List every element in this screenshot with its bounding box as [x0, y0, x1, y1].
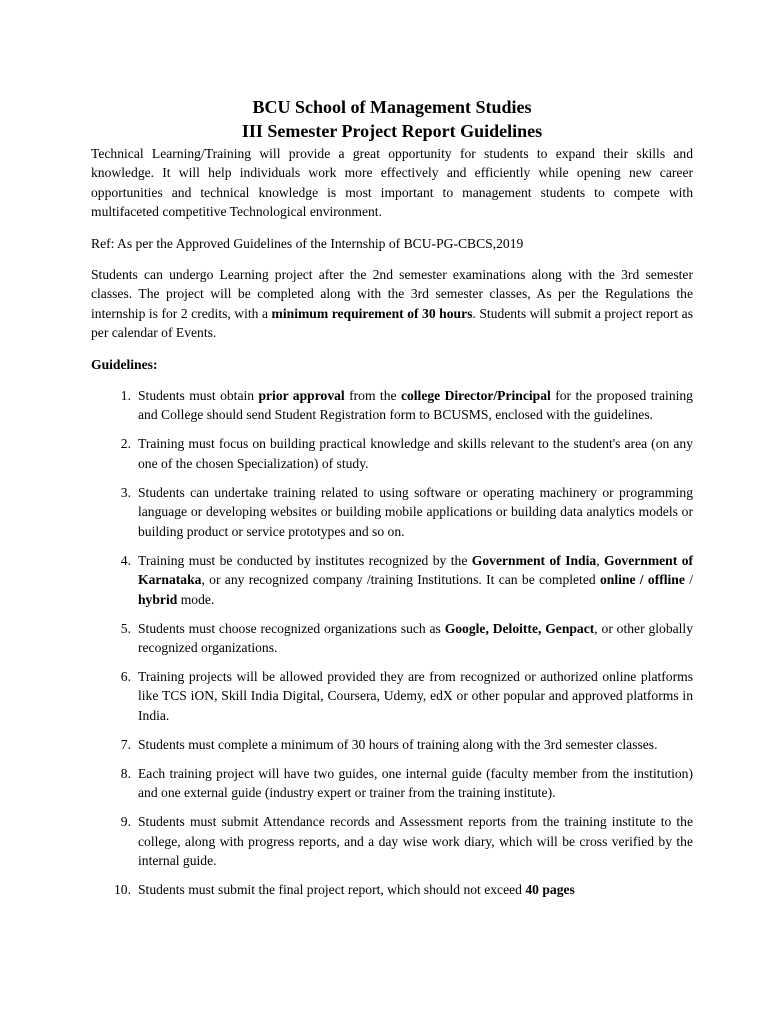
item-text: Students must choose recognized organizations such as [138, 620, 445, 636]
item-bold: college Director/Principal [400, 388, 551, 404]
item-text: Students must submit Attendance records and Assessment reports from the training institute to the college, along with progress reports, and a day wise work diary, which will be cross verified by the internal guide. [138, 814, 693, 868]
item-bold: Government of Karnataka [138, 552, 694, 588]
document-title [91, 95, 693, 143]
item-text: Students must submit the final project report, which should not exceed [138, 881, 526, 897]
intro-paragraph: Technical Learning/Training will provide a great opportunity for students to expand their skills and knowledge. It will help individuals work more effectively and efficiently while opening new career opportunities and technical knowledge is most important to management students to compete with multifaceted competitive Technological environment. [91, 146, 693, 220]
item-text: mode. [177, 591, 215, 607]
guideline-item-8 [91, 764, 693, 803]
item-number: 5. [120, 620, 131, 636]
reference-line: Ref: As per the Approved Guidelines of the Internship of BCU-PG-CBCS,2019 [91, 235, 524, 251]
item-number: 4. [120, 552, 131, 568]
guidelines-heading: Guidelines: [91, 356, 158, 372]
guidelines-list [91, 386, 693, 899]
item-text: Students must complete a minimum of 30 hours of training along with the 3rd semester classes. [138, 736, 658, 752]
para-text-2: . Students will submit a project report as per calendar of Events. [91, 305, 693, 341]
internship-paragraph [91, 265, 693, 343]
title-line-2: III Semester Project Report Guidelines [241, 121, 543, 141]
guideline-item-9 [91, 812, 693, 870]
item-number: 9. [120, 814, 131, 830]
item-text: , or any recognized company /training Institutions. It can be completed [201, 572, 600, 588]
item-text: Training must be conducted by institutes recognized by the [138, 552, 472, 568]
title-line-1: BCU School of Management Studies [252, 97, 532, 117]
guideline-item-2 [91, 434, 693, 473]
para-bold: minimum requirement of 30 hours [271, 305, 473, 321]
item-number: 8. [120, 765, 131, 781]
item-bold: prior approval [258, 388, 345, 404]
item-number: 10. [114, 881, 131, 897]
item-text: Students must obtain [138, 388, 259, 404]
item-bold: Google, Deloitte, Genpact [444, 620, 595, 636]
item-bold: online / offline [599, 572, 685, 588]
guideline-item-4 [91, 551, 693, 609]
item-number: 3. [120, 484, 131, 500]
guideline-item-1 [91, 386, 693, 425]
item-bold: Government of India [471, 552, 597, 568]
guideline-item-7 [91, 735, 693, 754]
item-number: 6. [120, 668, 131, 684]
item-text: / [684, 572, 693, 588]
item-bold: hybrid [138, 591, 178, 607]
item-number: 1. [120, 388, 131, 404]
guideline-item-10 [91, 880, 693, 899]
item-text: for the proposed training and College should send Student Registration form to BCUSMS, enclosed with the guidelines. [138, 388, 693, 423]
item-text: Each training project will have two guides, one internal guide (faculty member from the institution) and one external guide (industry expert or trainer from the training institute). [138, 765, 693, 801]
item-text: , or other globally recognized organizations. [138, 620, 693, 655]
guideline-item-3 [91, 483, 693, 541]
item-number: 2. [120, 436, 131, 452]
para-text-1: Students can undergo Learning project after the 2nd semester examinations along with the 3rd semester classes. The project will be completed along with the 3rd semester classes, As per the Regulations the internship is for 2 credits, with a [91, 267, 693, 321]
item-text: Students can undertake training related to using software or operating machinery or programming language or developing websites or building mobile applications or building data analytics models or building product or service prototypes and so on. [138, 484, 693, 539]
item-text: Training projects will be allowed provided they are from recognized or authorized online platforms like TCS iON, Skill India Digital, Coursera, Udemy, edX or other popular and approved platforms in India. [138, 668, 693, 723]
guideline-item-5 [91, 619, 693, 658]
item-number: 7. [120, 736, 131, 752]
item-text: , [596, 552, 605, 568]
item-text: from the [344, 388, 401, 404]
item-bold: 40 pages [525, 881, 575, 897]
guideline-item-6 [91, 667, 693, 725]
item-text: Training must focus on building practical knowledge and skills relevant to the student's area (on any one of the chosen Specialization) of study. [138, 436, 693, 471]
